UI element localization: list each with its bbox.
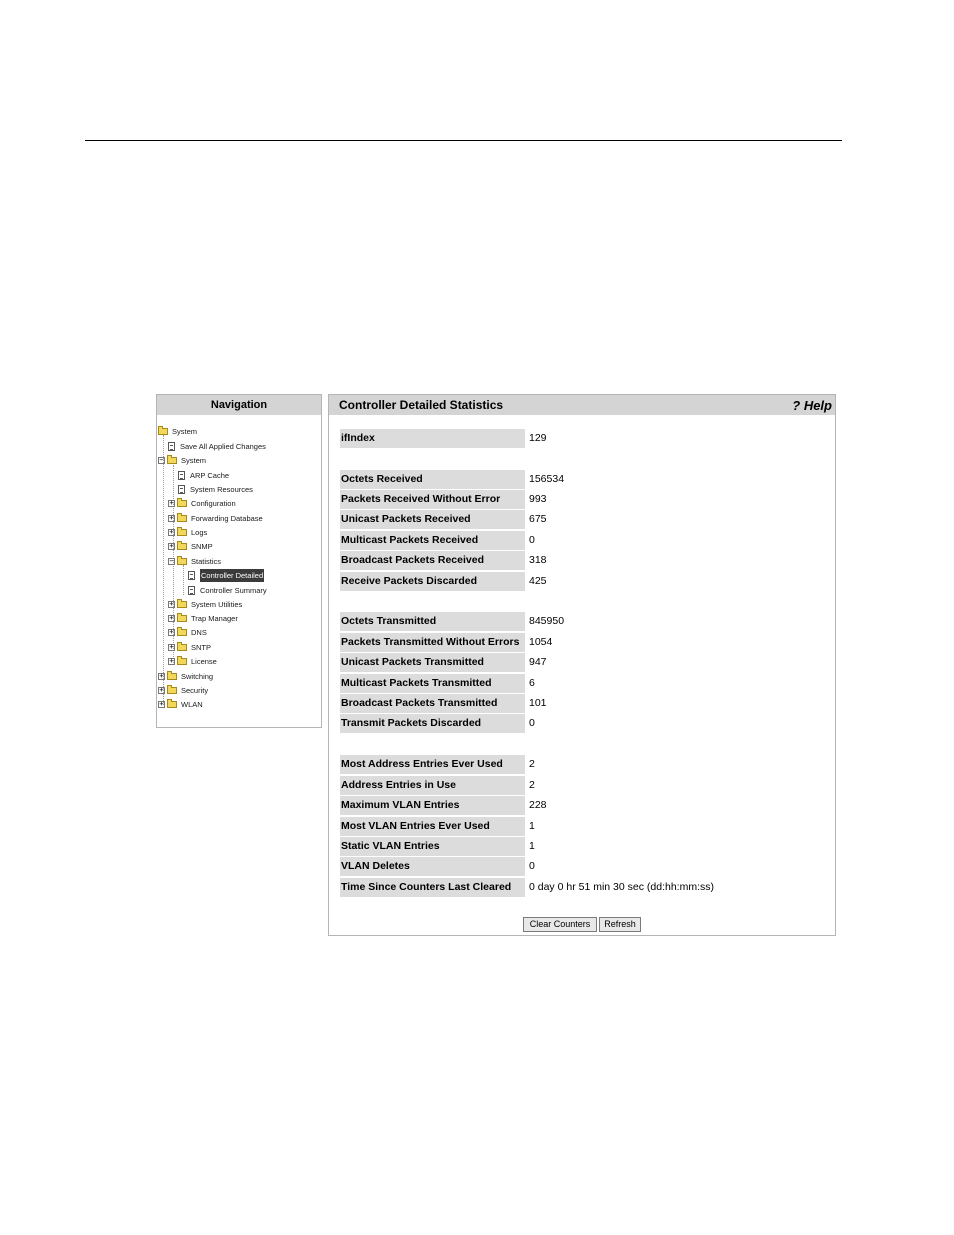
expand-icon[interactable]: + — [159, 672, 164, 680]
stat-label: VLAN Deletes — [340, 857, 525, 876]
stat-row — [340, 837, 535, 856]
stat-value: 101 — [529, 697, 547, 709]
navigation-panel — [156, 394, 322, 728]
stat-value: 993 — [529, 493, 547, 505]
tree-item-system[interactable]: − System — [159, 456, 207, 465]
stat-row — [340, 878, 714, 897]
refresh-button[interactable]: Refresh — [599, 917, 641, 932]
stat-value: 129 — [529, 432, 547, 444]
expand-icon[interactable]: + — [169, 643, 174, 651]
stat-value: 6 — [529, 677, 535, 689]
stat-row — [340, 510, 547, 529]
stat-row — [340, 429, 547, 448]
folder-open-icon — [167, 457, 177, 464]
stat-row — [340, 531, 535, 550]
stat-row — [340, 674, 535, 693]
tree-item-system-resources[interactable]: System Resources — [178, 483, 253, 496]
tree-item-wlan[interactable]: + WLAN — [159, 700, 203, 709]
expand-icon[interactable]: + — [169, 600, 174, 608]
stat-value: 845950 — [529, 615, 565, 627]
expand-icon[interactable]: + — [169, 657, 174, 665]
page-divider — [85, 140, 842, 141]
stat-row — [340, 776, 535, 795]
tree-item-logs[interactable]: + Logs — [169, 528, 208, 537]
tree-line — [183, 565, 184, 595]
folder-icon — [177, 515, 187, 522]
tree-item-forwarding-database[interactable]: + Forwarding Database — [169, 514, 263, 523]
tree-item-arp-cache[interactable]: ARP Cache — [178, 469, 229, 482]
stat-label: Address Entries in Use — [340, 776, 525, 795]
stat-row — [340, 796, 547, 815]
stat-label: Multicast Packets Transmitted — [340, 674, 525, 693]
stat-label: Broadcast Packets Transmitted — [340, 694, 525, 713]
stat-row — [340, 470, 564, 489]
page-icon — [188, 586, 195, 595]
tree-item-controller-detailed[interactable]: Controller Detailed — [188, 569, 264, 582]
tree-item-switching[interactable]: + Switching — [159, 672, 214, 681]
stat-label: Receive Packets Discarded — [340, 572, 525, 591]
stat-label: Time Since Counters Last Cleared — [340, 878, 525, 897]
expand-icon[interactable]: + — [159, 686, 164, 694]
stat-row — [340, 551, 547, 570]
clear-counters-button[interactable]: Clear Counters — [523, 917, 597, 932]
stat-row — [340, 653, 547, 672]
folder-open-icon — [158, 428, 168, 435]
page-icon — [178, 485, 185, 494]
stat-label: Unicast Packets Received — [340, 510, 525, 529]
folder-icon — [177, 615, 187, 622]
stat-label: Packets Transmitted Without Errors — [340, 633, 525, 652]
folder-icon — [177, 658, 187, 665]
stat-label: Most VLAN Entries Ever Used — [340, 817, 525, 836]
expand-icon[interactable]: + — [159, 700, 164, 708]
stat-label: Octets Received — [340, 470, 525, 489]
folder-icon — [177, 529, 187, 536]
tree-item-sntp[interactable]: + SNTP — [169, 643, 212, 652]
folder-open-icon — [177, 558, 187, 565]
stat-row — [340, 694, 547, 713]
folder-icon — [177, 500, 187, 507]
tree-item-controller-summary[interactable]: Controller Summary — [188, 584, 267, 597]
expand-icon[interactable]: + — [169, 514, 174, 522]
folder-icon — [177, 601, 187, 608]
stat-row — [340, 572, 547, 591]
expand-icon[interactable]: + — [169, 528, 174, 536]
tree-item-snmp[interactable]: + SNMP — [169, 542, 213, 551]
stat-value: 318 — [529, 554, 547, 566]
stat-row — [340, 857, 535, 876]
tree-item-dns[interactable]: + DNS — [169, 628, 207, 637]
stat-label: Static VLAN Entries — [340, 837, 525, 856]
stat-row — [340, 612, 564, 631]
expand-icon[interactable]: + — [169, 628, 174, 636]
expand-icon[interactable]: + — [169, 499, 174, 507]
folder-icon — [167, 673, 177, 680]
tree-item-license[interactable]: + License — [169, 657, 217, 666]
collapse-icon[interactable]: − — [169, 557, 174, 565]
page-icon — [178, 471, 185, 480]
stat-value: 2 — [529, 758, 535, 770]
stat-value: 156534 — [529, 473, 565, 485]
stat-value: 2 — [529, 779, 535, 791]
stat-label: Multicast Packets Received — [340, 531, 525, 550]
stat-value: 0 day 0 hr 51 min 30 sec (dd:hh:mm:ss) — [529, 881, 714, 893]
stat-row — [340, 633, 552, 652]
tree-item-security[interactable]: + Security — [159, 686, 209, 695]
stat-label: ifIndex — [340, 429, 525, 448]
navigation-title: Navigation — [157, 395, 321, 415]
stat-label: Maximum VLAN Entries — [340, 796, 525, 815]
folder-icon — [177, 629, 187, 636]
stat-row — [340, 490, 547, 509]
tree-item-root[interactable]: System — [158, 425, 197, 438]
stat-value: 947 — [529, 656, 547, 668]
stat-value: 228 — [529, 799, 547, 811]
collapse-icon[interactable]: − — [159, 456, 164, 464]
stat-label: Octets Transmitted — [340, 612, 525, 631]
stat-value: 425 — [529, 575, 547, 587]
panel-header — [329, 395, 835, 415]
stat-label: Broadcast Packets Received — [340, 551, 525, 570]
stat-label: Transmit Packets Discarded — [340, 714, 525, 733]
stat-row — [340, 817, 535, 836]
tree-item-configuration[interactable]: + Configuration — [169, 499, 236, 508]
stat-label: Unicast Packets Transmitted — [340, 653, 525, 672]
stat-label: Most Address Entries Ever Used — [340, 755, 525, 774]
tree-item-trap-manager[interactable]: + Trap Manager — [169, 614, 238, 623]
stat-value: 0 — [529, 860, 535, 872]
tree-item-system-utilities[interactable]: + System Utilities — [169, 600, 243, 609]
folder-icon — [177, 543, 187, 550]
stat-label: Packets Received Without Error — [340, 490, 525, 509]
stat-row — [340, 714, 535, 733]
stat-value: 1054 — [529, 636, 553, 648]
folder-icon — [177, 644, 187, 651]
stat-value: 1 — [529, 840, 535, 852]
tree-item-statistics[interactable]: − Statistics — [169, 557, 222, 566]
stat-value: 0 — [529, 534, 535, 546]
stat-value: 1 — [529, 820, 535, 832]
expand-icon[interactable]: + — [169, 542, 174, 550]
tree-item-save-all[interactable]: Save All Applied Changes — [168, 440, 266, 453]
page-title: Controller Detailed Statistics — [339, 398, 504, 412]
stat-value: 0 — [529, 717, 535, 729]
page-icon — [188, 571, 195, 580]
statistics-panel — [328, 394, 836, 936]
help-link[interactable]: ? Help — [792, 398, 832, 413]
tree-line — [163, 435, 164, 705]
folder-icon — [167, 687, 177, 694]
page-icon — [168, 442, 175, 451]
expand-icon[interactable]: + — [169, 614, 174, 622]
folder-icon — [167, 701, 177, 708]
stat-value: 675 — [529, 513, 547, 525]
stat-row — [340, 755, 535, 774]
